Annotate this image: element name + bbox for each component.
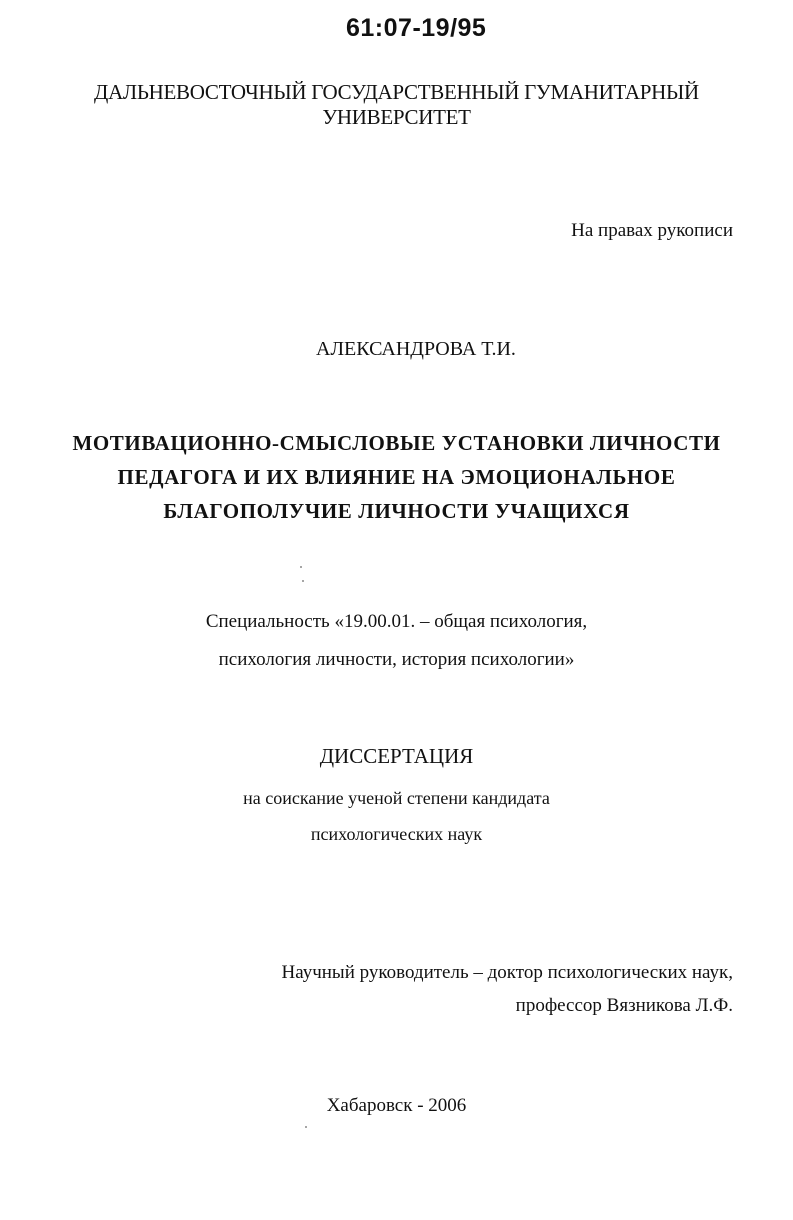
university-name <box>0 80 793 130</box>
degree-line-2: психологических наук <box>310 824 483 844</box>
university-name-line-1: ДАЛЬНЕВОСТОЧНЫЙ ГОСУДАРСТВЕННЫЙ ГУМАНИТАРНЫЙ <box>94 80 699 104</box>
catalog-number: 61:07-19/95 <box>346 14 487 42</box>
specialty-line-1: Специальность «19.00.01. – общая психология, <box>205 611 588 632</box>
city-year: Хабаровск - 2006 <box>326 1095 467 1116</box>
specialty <box>0 603 793 679</box>
author-name: АЛЕКСАНДРОВА Т.И. <box>316 338 516 360</box>
title-line-3: БЛАГОПОЛУЧИЕ ЛИЧНОСТИ УЧАЩИХСЯ <box>163 499 630 523</box>
title-line-1: МОТИВАЦИОННО-СМЫСЛОВЫЕ УСТАНОВКИ ЛИЧНОСТИ <box>72 431 721 455</box>
supervisor-line-1: Научный руководитель – доктор психологических наук, <box>281 962 733 983</box>
specialty-line-2: психология личности, история психологии» <box>218 649 575 670</box>
degree-line-1: на соискание ученой степени кандидата <box>243 788 550 808</box>
scan-speck <box>305 1126 307 1128</box>
scan-speck <box>300 566 302 568</box>
university-name-line-2: УНИВЕРСИТЕТ <box>322 105 471 129</box>
rights-notice: На правах рукописи <box>571 220 733 241</box>
scan-speck <box>302 580 304 582</box>
supervisor-line-2: профессор Вязникова Л.Ф. <box>515 995 733 1016</box>
dissertation-title <box>0 426 793 528</box>
degree-description <box>0 780 793 852</box>
dissertation-heading: ДИССЕРТАЦИЯ <box>319 744 474 768</box>
title-line-2: ПЕДАГОГА И ИХ ВЛИЯНИЕ НА ЭМОЦИОНАЛЬНОЕ <box>117 465 676 489</box>
scientific-supervisor <box>282 956 733 1022</box>
